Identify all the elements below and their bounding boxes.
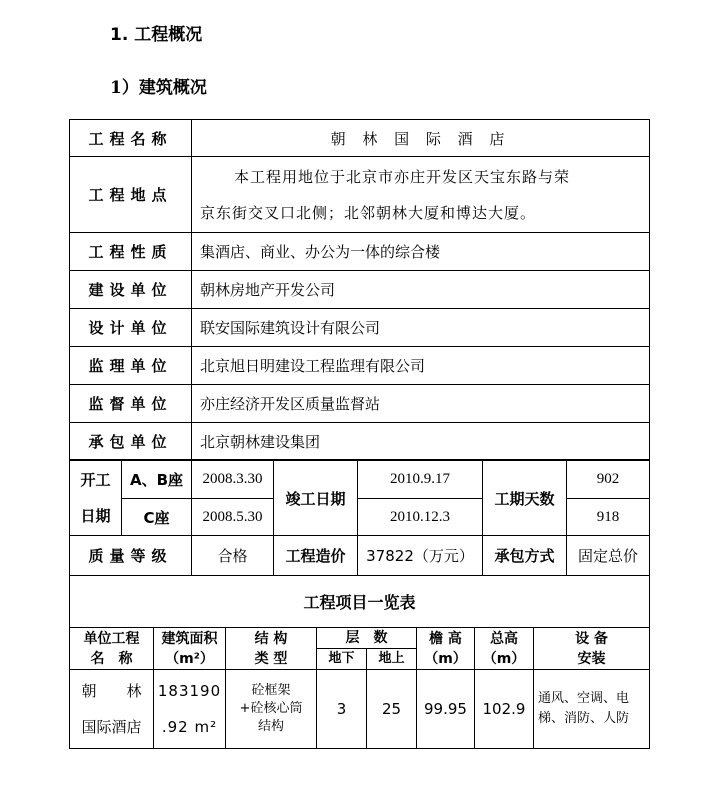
location-line-2: 京东街交叉口北侧；北邻朝林大厦和博达大厦。	[200, 203, 537, 222]
designer-value: 联安国际建筑设计有限公司	[192, 309, 650, 347]
row-structure	[226, 670, 317, 749]
inspector-value: 亦庄经济开发区质量监督站	[192, 385, 650, 423]
row-unit-line-1: 朝 林	[81, 682, 142, 700]
builder-label: 建设单位	[70, 271, 192, 309]
row-total-height: 102.9	[475, 670, 534, 749]
header-eave-height	[417, 628, 475, 670]
row-structure-line-1: 砼框架	[251, 683, 291, 698]
header-area	[154, 628, 226, 670]
row-equipment-line-1: 通风、空调、电	[538, 691, 630, 706]
designer-label: 设计单位	[70, 309, 192, 347]
location-line-1: 本工程用地位于北京市亦庄开发区天宝东路与荣	[234, 167, 571, 186]
header-area-line-2: （m²）	[165, 650, 214, 667]
duration-label: 工期天数	[483, 461, 567, 536]
project-list-table	[69, 575, 650, 749]
start-c-value: 2008.5.30	[192, 499, 274, 536]
row-eave-height: 99.95	[417, 670, 475, 749]
header-structure-line-1: 结 构	[254, 630, 288, 647]
quality-grade-value: 合格	[192, 536, 274, 576]
nature-label: 工程性质	[70, 233, 192, 271]
finish-ab-value: 2010.9.17	[358, 461, 483, 499]
builder-value: 朝林房地产开发公司	[192, 271, 650, 309]
row-structure-line-3: 结构	[257, 719, 284, 734]
start-label-line-2: 日期	[80, 507, 111, 525]
header-floors: 层 数	[317, 628, 417, 649]
row-equipment-line-2: 梯、消防、人防	[538, 711, 630, 726]
contract-type-label: 承包方式	[483, 536, 567, 576]
header-aboveground: 地上	[367, 649, 417, 670]
header-structure	[226, 628, 317, 670]
header-unit	[70, 628, 154, 670]
header-equipment	[534, 628, 650, 670]
project-name-label: 工程名称	[70, 120, 192, 157]
quality-grade-label: 质量等级	[70, 536, 192, 576]
row-area-line-1: 183190	[157, 682, 222, 700]
location-label: 工程地点	[70, 157, 192, 233]
contractor-value: 北京朝林建设集团	[192, 423, 650, 460]
cost-label: 工程造价	[274, 536, 358, 576]
header-eave-line-2: （m）	[424, 650, 467, 667]
header-underground: 地下	[317, 649, 367, 670]
start-ab-value: 2008.3.30	[192, 461, 274, 499]
block-ab-label: A、B座	[122, 461, 192, 499]
row-area-line-2: .92 m²	[161, 718, 218, 736]
header-eave-line-1: 檐 高	[429, 630, 462, 647]
subsection-heading: 1）建筑概况	[110, 78, 207, 98]
finish-c-value: 2010.12.3	[358, 499, 483, 536]
header-structure-line-2: 类 型	[254, 650, 288, 667]
row-equipment	[534, 670, 650, 749]
row-structure-line-2: +砼核心筒	[239, 701, 303, 716]
row-area	[154, 670, 226, 749]
start-label-line-1: 开工	[80, 471, 111, 489]
row-unit-name	[70, 670, 154, 749]
section-heading: 1. 工程概况	[110, 25, 203, 45]
block-c-label: C座	[122, 499, 192, 536]
header-unit-line-2: 名 称	[90, 650, 133, 667]
cost-value: 37822（万元）	[358, 536, 483, 576]
header-equipment-line-2: 安装	[577, 650, 606, 667]
project-list-title: 工程项目一览表	[70, 576, 650, 628]
duration-c-value: 918	[567, 499, 650, 536]
header-area-line-1: 建筑面积	[161, 630, 218, 647]
row-unit-line-2: 国际酒店	[81, 718, 142, 736]
header-total-line-1: 总高	[490, 630, 518, 647]
row-underground: 3	[317, 670, 367, 749]
header-total-line-2: （m）	[482, 650, 526, 667]
supervisor-value: 北京旭日明建设工程监理有限公司	[192, 347, 650, 385]
finish-date-label: 竣工日期	[274, 461, 358, 536]
duration-ab-value: 902	[567, 461, 650, 499]
header-unit-line-1: 单位工程	[83, 630, 140, 647]
header-equipment-line-1: 设 备	[575, 630, 608, 647]
contract-type-value: 固定总价	[567, 536, 650, 576]
location-value	[192, 157, 650, 233]
supervisor-label: 监理单位	[70, 347, 192, 385]
inspector-label: 监督单位	[70, 385, 192, 423]
project-info-table	[69, 119, 650, 460]
header-total-height	[475, 628, 534, 670]
schedule-table	[69, 460, 650, 576]
nature-value: 集酒店、商业、办公为一体的综合楼	[192, 233, 650, 271]
row-aboveground: 25	[367, 670, 417, 749]
start-date-label	[70, 461, 122, 536]
project-name-value: 朝 林 国 际 酒 店	[192, 120, 650, 157]
contractor-label: 承包单位	[70, 423, 192, 460]
